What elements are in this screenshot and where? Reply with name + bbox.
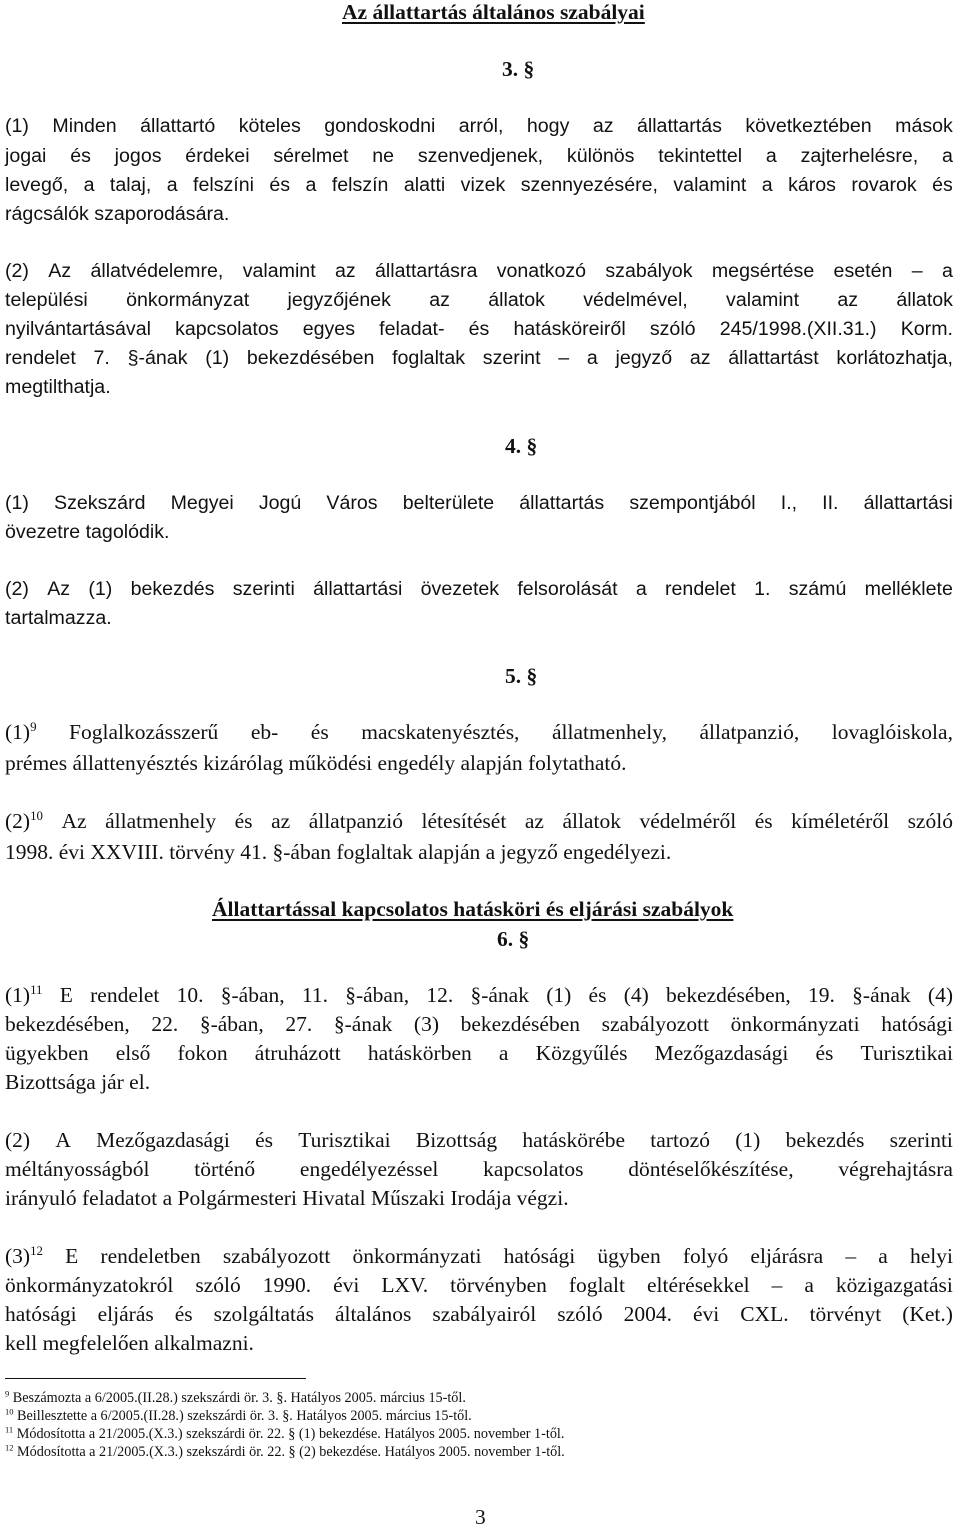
word: egyes <box>302 318 356 340</box>
word: vonatkozó <box>496 260 587 282</box>
word: a <box>635 578 647 600</box>
word: jogos <box>114 145 162 167</box>
word: bekezdésében <box>246 347 375 369</box>
word: foglaltak <box>392 347 466 369</box>
word: §-ában, <box>345 983 410 1007</box>
word: 10. <box>176 983 204 1007</box>
word: a <box>761 174 773 196</box>
word: állatmenhely, <box>551 720 667 744</box>
s6p3-number: $(3)^{12}$ <box>5 1243 43 1268</box>
word: hogy <box>526 115 570 137</box>
word: bekezdésében, <box>666 983 791 1007</box>
word: történő <box>194 1157 256 1181</box>
word: Jogú <box>258 492 302 514</box>
word: engedélyezéssel <box>299 1157 439 1181</box>
word: §-ának <box>470 983 529 1007</box>
word: és <box>269 174 291 196</box>
word: (1) <box>5 115 29 137</box>
s4p2-line-1 <box>5 578 953 601</box>
word: fokon <box>177 1041 228 1065</box>
word: és <box>754 809 773 833</box>
word: – <box>911 260 923 282</box>
word: helyi <box>910 1244 953 1268</box>
word: kíméletéről <box>791 809 890 833</box>
s5p2-line-1 <box>5 809 953 834</box>
word: a <box>83 174 95 196</box>
word: szempontjából <box>629 492 756 514</box>
s6p1-line-2 <box>5 1012 953 1037</box>
word: I., <box>780 492 798 514</box>
word: Mezőgazdasági <box>654 1041 789 1065</box>
word: bekezdésében, <box>5 1012 130 1036</box>
word: szóló <box>195 1273 241 1297</box>
word: 12. <box>426 983 454 1007</box>
word: lovaglóiskola, <box>831 720 953 744</box>
word: és <box>588 983 607 1007</box>
word: rendelet <box>665 578 736 600</box>
page-title: Az állattartás általános szabályai <box>342 0 645 24</box>
s6p3-line-2 <box>5 1273 953 1298</box>
word: évi <box>333 1273 360 1297</box>
word: jegyzőjének <box>287 289 391 311</box>
word: CXL. <box>740 1302 789 1326</box>
word: törvényben <box>450 1273 547 1297</box>
word: 1990. <box>262 1273 312 1297</box>
word: hatáskörébe <box>522 1128 626 1152</box>
word: káros <box>788 174 836 196</box>
word: (1) <box>205 347 230 369</box>
word: valamint <box>726 289 800 311</box>
word: és <box>310 720 329 744</box>
word: a <box>941 260 953 282</box>
word: szabályok <box>605 260 693 282</box>
s6p1-line-1 <box>5 983 953 1008</box>
s3p1-line-3 <box>5 174 953 197</box>
word: a <box>804 1273 814 1297</box>
word: LXV. <box>381 1273 429 1297</box>
word: közigazgatási <box>835 1273 953 1297</box>
word: állattartás <box>636 115 722 137</box>
word: méltányosságból <box>5 1157 150 1181</box>
word: Az <box>48 260 72 282</box>
s6p3-line-1 <box>5 1244 953 1269</box>
word: nyilvántartásával <box>5 318 151 340</box>
word: (1) <box>735 1128 761 1152</box>
word: jogai <box>5 145 47 167</box>
word: macskatenyésztés, <box>361 720 520 744</box>
word: (2) <box>5 260 29 282</box>
word: ne <box>372 145 395 167</box>
footnote-11: $^{11}$ Módosította a 21/2005.(X.3.) szekszárdi ör. 22. § (1) bekezdése. Hatályos 2005. november 1-től. <box>5 1424 565 1442</box>
s6p3-line-3 <box>5 1302 953 1327</box>
word: különös <box>566 145 635 167</box>
word: szennyezésére, <box>520 174 658 196</box>
word: felsorolását <box>517 578 618 600</box>
word: és <box>70 145 91 167</box>
s3p1-line-1 <box>5 115 953 138</box>
word: az <box>592 115 614 137</box>
word: évi <box>692 1302 720 1326</box>
section-4-heading: 4. § <box>505 434 538 458</box>
word: belterülete <box>402 492 495 514</box>
word: és <box>255 1128 273 1152</box>
word: 245/1998.(XII.31.) <box>719 318 877 340</box>
word: kapcsolatos <box>175 318 279 340</box>
s3p2-line-5: megtilthatja. <box>5 376 111 398</box>
word: (1) <box>5 492 29 514</box>
word: állattartás <box>519 492 605 514</box>
word: (1) <box>88 578 113 600</box>
word: hatáskörben <box>367 1041 472 1065</box>
word: folyó <box>682 1244 729 1268</box>
word: hatósági <box>5 1302 77 1326</box>
word: ügyekben <box>5 1041 89 1065</box>
word: 22. <box>151 1012 179 1036</box>
word: Turisztikai <box>860 1041 953 1065</box>
word: 1. <box>754 578 771 600</box>
word: megsértése <box>711 260 815 282</box>
word: az <box>837 289 859 311</box>
word: tartozó <box>650 1128 710 1152</box>
word: (1) <box>546 983 572 1007</box>
word: szerint <box>482 347 541 369</box>
word: Korm. <box>900 318 953 340</box>
word: bekezdésében <box>460 1012 580 1036</box>
s4p1-line-1 <box>5 492 953 515</box>
word: szabályozott <box>601 1012 710 1036</box>
word: tekintettel <box>658 145 743 167</box>
word: 19. <box>808 983 835 1007</box>
word: levegő, <box>5 174 69 196</box>
word: önkormányzatokról <box>5 1273 174 1297</box>
word: korlátozhatja, <box>836 347 953 369</box>
word: (3) <box>413 1012 439 1036</box>
s5p1-number: $(1)^9$ <box>5 719 37 744</box>
word: általános <box>334 1302 412 1326</box>
word: 2004. <box>623 1302 672 1326</box>
word: E <box>65 1244 79 1268</box>
word: szabályairól <box>432 1302 537 1326</box>
word: rovarok <box>851 174 917 196</box>
word: önkormányzati <box>730 1012 860 1036</box>
word: állatmenhely <box>105 809 217 833</box>
word: létesítését <box>421 809 507 833</box>
word: hatósági <box>881 1012 953 1036</box>
word: a <box>166 174 178 196</box>
word: jegyző <box>615 347 673 369</box>
word: települési <box>5 289 88 311</box>
word: felszíni <box>193 174 254 196</box>
word: feladat- <box>379 318 445 340</box>
word: rendelet <box>5 347 76 369</box>
word: a <box>305 174 317 196</box>
word: a <box>878 1244 888 1268</box>
word: állattartó <box>140 115 216 137</box>
word: bekezdés <box>130 578 215 600</box>
s5p1-line-2: prémes állattenyésztés kizárólag működési engedély alapján folytatható. <box>5 751 627 775</box>
word: Foglalkozásszerű <box>69 720 219 744</box>
word: állatvédelemre, <box>90 260 224 282</box>
word: felszín <box>331 174 389 196</box>
word: szolgáltatás <box>213 1302 314 1326</box>
footnote-10: $^{10}$ Beillesztette a 6/2005.(II.28.) szekszárdi ör. 3. §. Hatályos 2005. március 15-től. <box>5 1406 472 1424</box>
s5p2-number: $(2)^{10}$ <box>5 808 43 833</box>
word: érdekei <box>185 145 250 167</box>
word: sérelmet <box>273 145 349 167</box>
s3p2-line-4 <box>5 347 953 370</box>
word: szóló <box>557 1302 603 1326</box>
word: következtében <box>745 115 872 137</box>
word: 27. <box>285 1012 313 1036</box>
word: első <box>115 1041 151 1065</box>
word: a <box>586 347 598 369</box>
word: valamint <box>242 260 316 282</box>
section-3-heading: 3. § <box>502 57 535 81</box>
word: állatpanzió, <box>699 720 800 744</box>
s6p1-number: $(1)^{11}$ <box>5 982 43 1007</box>
word: állatok <box>562 809 621 833</box>
word: törvényt <box>809 1302 882 1326</box>
word: esetén <box>833 260 893 282</box>
word: melléklete <box>864 578 953 600</box>
word: állattartási <box>863 492 953 514</box>
word: §-ában, <box>199 1012 264 1036</box>
word: Mezőgazdasági <box>96 1128 230 1152</box>
s6p1-line-4: Bizottsága jár el. <box>5 1070 151 1094</box>
word: Szekszárd <box>54 492 146 514</box>
word: és <box>932 174 953 196</box>
word: övezetek <box>420 578 500 600</box>
word: II. <box>822 492 839 514</box>
page-number: 3 <box>475 1505 486 1529</box>
word: és <box>815 1041 834 1065</box>
word: állattartási <box>313 578 403 600</box>
s6p3-line-4: kell megfelelően alkalmazni. <box>5 1331 254 1355</box>
word: Bizottság <box>415 1128 498 1152</box>
footnote-12: $^{12}$ Módosította a 21/2005.(X.3.) szekszárdi ör. 22. § (2) bekezdése. Hatályos 2005. november 1-től. <box>5 1442 565 1460</box>
word: szerinti <box>889 1128 953 1152</box>
word: szenvedjenek, <box>417 145 544 167</box>
word: hatásköreiről <box>513 318 626 340</box>
word: mások <box>895 115 953 137</box>
word: állatok <box>896 289 953 311</box>
s4p1-line-2: övezetre tagolódik. <box>5 521 170 543</box>
word: és <box>234 809 253 833</box>
word: az <box>429 289 450 311</box>
word: hatósági <box>503 1244 576 1268</box>
word: §-ának <box>333 1012 393 1036</box>
word: (4) <box>927 983 953 1007</box>
word: (2) <box>5 1128 31 1152</box>
word: Város <box>326 492 378 514</box>
section-6-heading: 6. § <box>497 927 530 951</box>
s6p1-line-3 <box>5 1041 953 1066</box>
word: eltérésekkel <box>646 1273 750 1297</box>
footnote-ref-10[interactable]: 10 <box>30 808 43 823</box>
word: 11. <box>301 983 328 1007</box>
word: Minden <box>52 115 117 137</box>
s3p2-line-3 <box>5 318 953 341</box>
word: önkormányzat <box>126 289 250 311</box>
word: bekezdés <box>785 1128 865 1152</box>
section-5-heading: 5. § <box>505 664 538 688</box>
word: Turisztikai <box>298 1128 391 1152</box>
word: állattartásra <box>375 260 478 282</box>
word: eb- <box>250 720 279 744</box>
word: (2) <box>5 578 29 600</box>
word: – <box>558 347 570 369</box>
word: a <box>941 145 953 167</box>
word: valamint <box>673 174 747 196</box>
word: E <box>59 983 73 1007</box>
s6p2-line-1 <box>5 1128 953 1153</box>
word: állatok <box>488 289 545 311</box>
s4p2-line-2: tartalmazza. <box>5 607 112 629</box>
word: §-ának <box>127 347 188 369</box>
word: Megyei <box>170 492 234 514</box>
word: szabályozott <box>222 1244 331 1268</box>
word: Az <box>47 578 71 600</box>
word: a <box>498 1041 509 1065</box>
word: és <box>468 318 490 340</box>
word: állattartást <box>728 347 819 369</box>
word: 7. <box>93 347 110 369</box>
s3p1-line-2 <box>5 145 953 168</box>
s6p2-line-2 <box>5 1157 953 1182</box>
word: foglalt <box>568 1273 625 1297</box>
word: szóló <box>907 809 953 833</box>
word: és <box>174 1302 193 1326</box>
s3p2-line-2 <box>5 289 953 312</box>
section-6-title: Állattartással kapcsolatos hatásköri és eljárási szabályok <box>212 897 734 921</box>
word: kapcsolatos <box>483 1157 584 1181</box>
s3p2-line-1 <box>5 260 953 283</box>
word: szerinti <box>232 578 295 600</box>
word: vizek <box>460 174 506 196</box>
word: §-ának <box>852 983 911 1007</box>
word: rendelet <box>90 983 160 1007</box>
word: az <box>689 347 711 369</box>
word: A <box>55 1128 71 1152</box>
word: átruházott <box>254 1041 341 1065</box>
word: az <box>334 260 356 282</box>
word: döntéselőkészítése, <box>628 1157 794 1181</box>
word: eljárás <box>97 1302 154 1326</box>
word: arról, <box>458 115 504 137</box>
word: állatpanzió <box>308 809 404 833</box>
word: védelméről <box>639 809 737 833</box>
footnote-ref-12[interactable]: 12 <box>30 1243 43 1258</box>
word: végrehajtásra <box>838 1157 953 1181</box>
word: Közgyűlés <box>535 1041 628 1065</box>
s6p2-line-3: irányuló feladatot a Polgármesteri Hivatal Műszaki Irodája végzi. <box>5 1186 569 1210</box>
word: a <box>765 145 777 167</box>
word: köteles <box>238 115 301 137</box>
word: Az <box>61 809 87 833</box>
word: (4) <box>623 983 649 1007</box>
word: az <box>524 809 544 833</box>
word: – <box>771 1273 783 1297</box>
word: gondoskodni <box>324 115 436 137</box>
word: – <box>845 1244 857 1268</box>
word: zajterhelésre, <box>800 145 919 167</box>
word: az <box>271 809 291 833</box>
footnote-9: $^9$ Beszámozta a 6/2005.(II.28.) szekszárdi ör. 3. §. Hatályos 2005. március 15-től. <box>5 1388 466 1406</box>
word: ügyben <box>597 1244 661 1268</box>
footnote-ref-11[interactable]: 11 <box>30 982 43 997</box>
word: eljárásra <box>750 1244 824 1268</box>
s5p2-line-2: 1998. évi XXVIII. törvény 41. §-ában foglaltak alapján a jegyző engedélyezi. <box>5 840 672 864</box>
word: védelmével, <box>583 289 688 311</box>
word: önkormányzati <box>352 1244 482 1268</box>
word: számú <box>788 578 847 600</box>
word: talaj, <box>109 174 152 196</box>
s3p1-line-4: rágcsálók szaporodására. <box>5 203 230 225</box>
footnote-separator <box>5 1378 306 1379</box>
word: rendeletben <box>100 1244 201 1268</box>
s5p1-line-1 <box>5 720 953 745</box>
word: alatti <box>403 174 446 196</box>
word: §-ában, <box>220 983 285 1007</box>
footnote-ref-9[interactable]: 9 <box>30 719 37 734</box>
word: szóló <box>649 318 696 340</box>
word: (Ket.) <box>902 1302 953 1326</box>
